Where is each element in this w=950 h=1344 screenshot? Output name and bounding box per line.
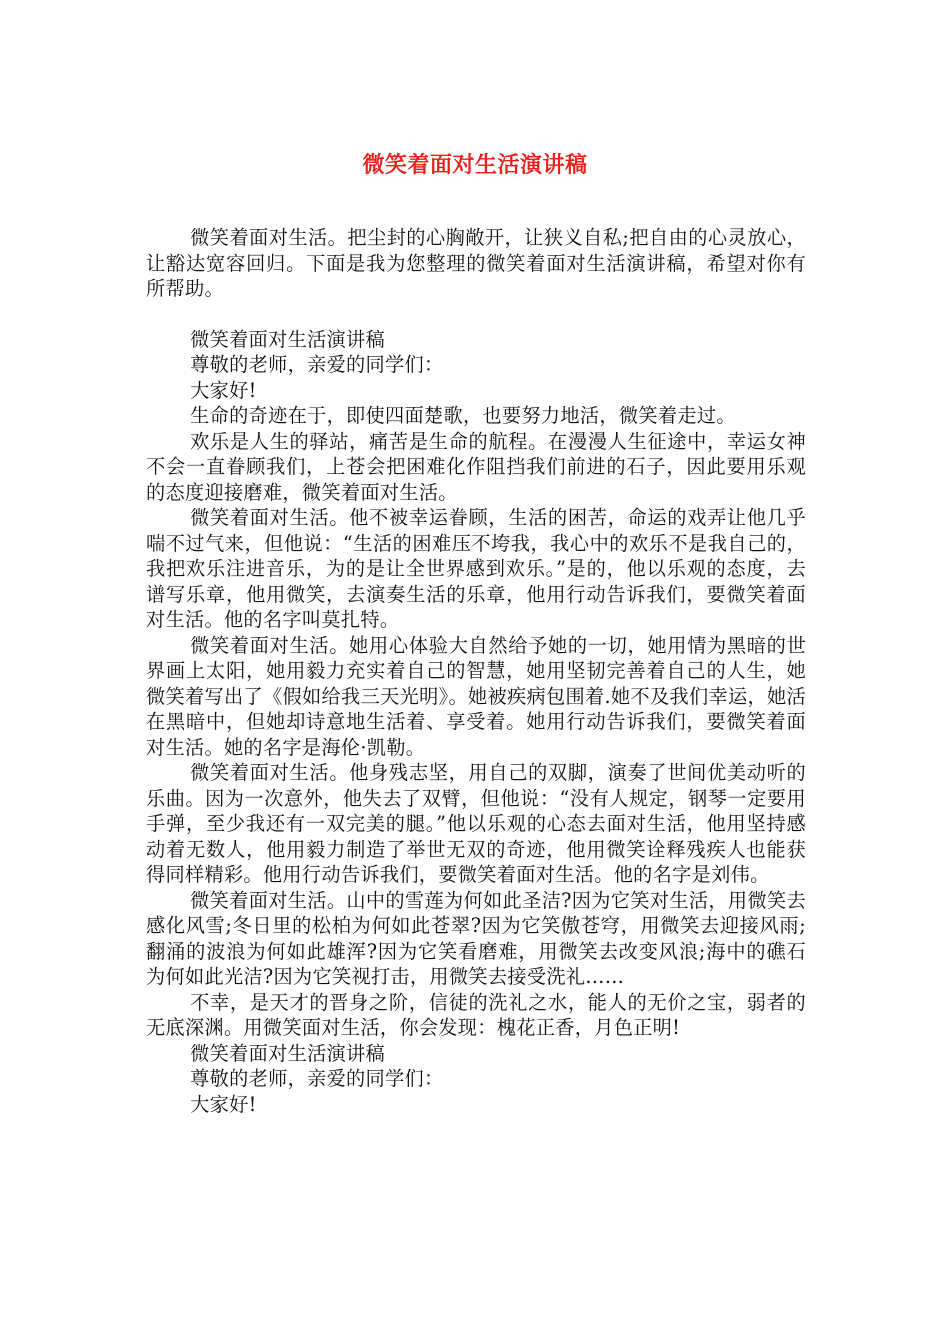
body-paragraph: 生命的奇迹在于，即使四面楚歌，也要努力地活，微笑着走过。 (190, 404, 736, 427)
body-paragraph: 微笑着面对生活。她用心体验大自然给予她的一切，她用情为黑暗的世界画上太阳，她用毅力充实着自己的智慧，她用坚韧完善着自己的人生，她微笑着写出了《假如给我三天光明》。她被疾病包围着.她不及我们幸运，她活在黑暗中，但她却诗意地生活着、享受着。她用行动告诉我们，要微笑着面对生活。她的名字是海伦·凯勒。 (146, 633, 806, 759)
salutation: 尊敬的老师，亲爱的同学们： (190, 353, 444, 376)
body-paragraph: 微笑着面对生活。他不被幸运眷顾，生活的困苦，命运的戏弄让他几乎喘不过气来，但他说：“生活的困难压不垮我，我心中的欢乐不是我自己的，我把欢乐注进音乐，为的是让全世界感到欢乐。”是的，他以乐观的态度，去谱写乐章，他用微笑，去演奏生活的乐章，他用行动告诉我们，要微笑着面对生活。他的名字叫莫扎特。 (146, 506, 806, 631)
body-paragraph: 欢乐是人生的驿站，痛苦是生命的航程。在漫漫人生征途中，幸运女神不会一直眷顾我们，上苍会把困难化作阻挡我们前进的石子，因此要用乐观的态度迎接磨难，微笑着面对生活。 (146, 429, 806, 504)
salutation: 尊敬的老师，亲爱的同学们： (190, 1067, 444, 1090)
intro-paragraph: 微笑着面对生活。把尘封的心胸敞开，让狭义自私;把自由的心灵放心，让豁达宽容回归。下面是我为您整理的微笑着面对生活演讲稿，希望对你有所帮助。 (146, 226, 806, 300)
speech-heading: 微笑着面对生活演讲稿 (190, 1041, 386, 1065)
greeting: 大家好! (190, 378, 257, 402)
body-paragraph: 不幸，是天才的晋身之阶，信徒的洗礼之水，能人的无价之宝，弱者的无底深渊。用微笑面对生活，你会发现：槐花正香，月色正明! (146, 990, 806, 1039)
speech-heading: 微笑着面对生活演讲稿 (190, 327, 386, 351)
body-paragraph: 微笑着面对生活。他身残志坚，用自己的双脚，演奏了世间优美动听的乐曲。因为一次意外，他失去了双臂，但他说：“没有人规定，钢琴一定要用手弹，至少我还有一双完美的腿。”他以乐观的心态去面对生活，他用坚持感动着无数人，他用毅力制造了举世无双的奇迹，他用微笑诠释残疾人也能获得同样精彩。他用行动告诉我们，要微笑着面对生活。他的名字是刘伟。 (146, 761, 806, 886)
greeting: 大家好! (190, 1092, 257, 1116)
body-paragraph: 微笑着面对生活。山中的雪莲为何如此圣洁?因为它笑对生活，用微笑去感化风雪;冬日里的松柏为何如此苍翠?因为它笑傲苍穹，用微笑去迎接风雨;翻涌的波浪为何如此雄浑?因为它笑看磨难，用微笑去改变风浪;海中的礁石为何如此光洁?因为它笑视打击，用微笑去接受洗礼…… (146, 888, 806, 988)
document-body (146, 225, 806, 1117)
document-title: 微笑着面对生活演讲稿 (362, 152, 588, 178)
